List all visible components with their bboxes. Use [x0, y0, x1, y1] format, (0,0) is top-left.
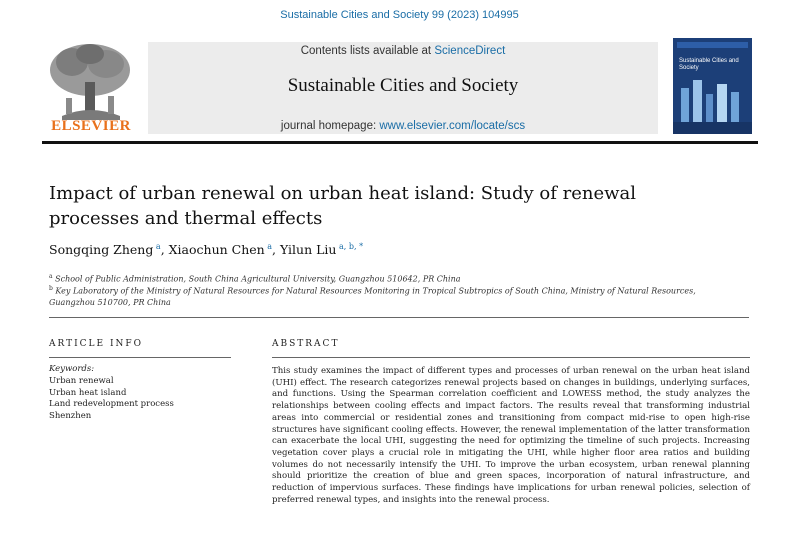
sciencedirect-link[interactable]: ScienceDirect [434, 45, 506, 57]
abstract-heading: ABSTRACT [272, 339, 340, 349]
author-list: Songqing Zheng $^a$, Xiaochun Chen $^a$, Yilun Liu $^{a, b, *}$ [49, 242, 364, 258]
article-title: Impact of urban renewal on urban heat island: Study of renewal processes and thermal effects [49, 183, 636, 229]
homepage-line [148, 120, 658, 132]
cover-art [673, 38, 752, 134]
affiliation-divider [49, 317, 749, 318]
keyword-item: Urban renewal [49, 376, 114, 386]
affiliation-text: Key Laboratory of the Ministry of Natural Resources for Natural Resources Monitoring in Tropical Subtropics of South China, Ministry of Natural Resources, Guangzhou 510700, PR China [49, 286, 696, 307]
author-name[interactable]: Yilun Liu [280, 242, 337, 258]
abstract-divider [272, 357, 750, 358]
publisher-wordmark: ELSEVIER [51, 118, 131, 134]
keyword-list [49, 376, 174, 422]
contents-line [148, 45, 658, 57]
keyword-item: Land redevelopment process [49, 399, 174, 409]
homepage-prefix: journal homepage: [280, 120, 380, 132]
affiliation [49, 283, 739, 308]
author-affiliation-marker[interactable]: a [267, 242, 273, 251]
affiliation-marker: a [49, 273, 53, 280]
article-info-heading: ARTICLE INFO [49, 339, 144, 349]
affiliation-marker: b [49, 285, 53, 292]
cover-title: Sustainable Cities and Society [679, 58, 739, 71]
journal-title: Sustainable Cities and Society [287, 75, 519, 96]
author-name[interactable]: Xiaochun Chen [168, 242, 265, 258]
affiliation-text: School of Public Administration, South China Agricultural University, Guangzhou 510642, PR China [55, 274, 461, 284]
author-affiliation-marker[interactable]: a, b, * [339, 242, 364, 251]
keywords-label: Keywords: [49, 364, 95, 374]
keyword-item: Urban heat island [49, 387, 127, 398]
contents-prefix: Contents lists available at [300, 45, 435, 57]
journal-homepage-link[interactable]: www.elsevier.com/locate/scs [379, 120, 526, 132]
article-info-divider [49, 357, 231, 358]
journal-citation: Sustainable Cities and Society 99 (2023) 104995 [280, 9, 519, 21]
author-affiliation-marker[interactable]: a [155, 242, 161, 251]
keyword-item: Shenzhen [49, 410, 92, 421]
journal-cover-image [673, 38, 752, 134]
header-rule [42, 141, 758, 144]
author-name[interactable]: Songqing Zheng [49, 242, 154, 258]
abstract-text: This study examines the impact of different types and processes of urban renewal on the urban heat island (UHI) effect. The research categorizes renewal projects based on changes in buildings, underlying surfaces, and functions. Using the Spearman correlation coefficient and LOWESS method, the study analyzes the relationships between cooling effects and impact factors. The results reveal that transforming industrial areas into commercial or residential zones and transitioning from compact mid-rise to open high-rise structures have significant cooling effects. However, the renewal implementation of the latter transformation can exacerbate the local UHI, suggesting the need for optimizing the timeline of such projects. Increasing vegetation cover plays a crucial role in mitigating the UHI, while higher floor area ratios and building volumes do not necessarily intensify the UHI. To improve the urban ecosystem, urban renewal planning should prioritize the creation of blue and green spaces, incorporation of natural infrastructure, and reduction of impervious surfaces. These findings have implications for urban renewal policies, selection of preferred renewal types, and insights into the renewal process. [272, 366, 750, 505]
